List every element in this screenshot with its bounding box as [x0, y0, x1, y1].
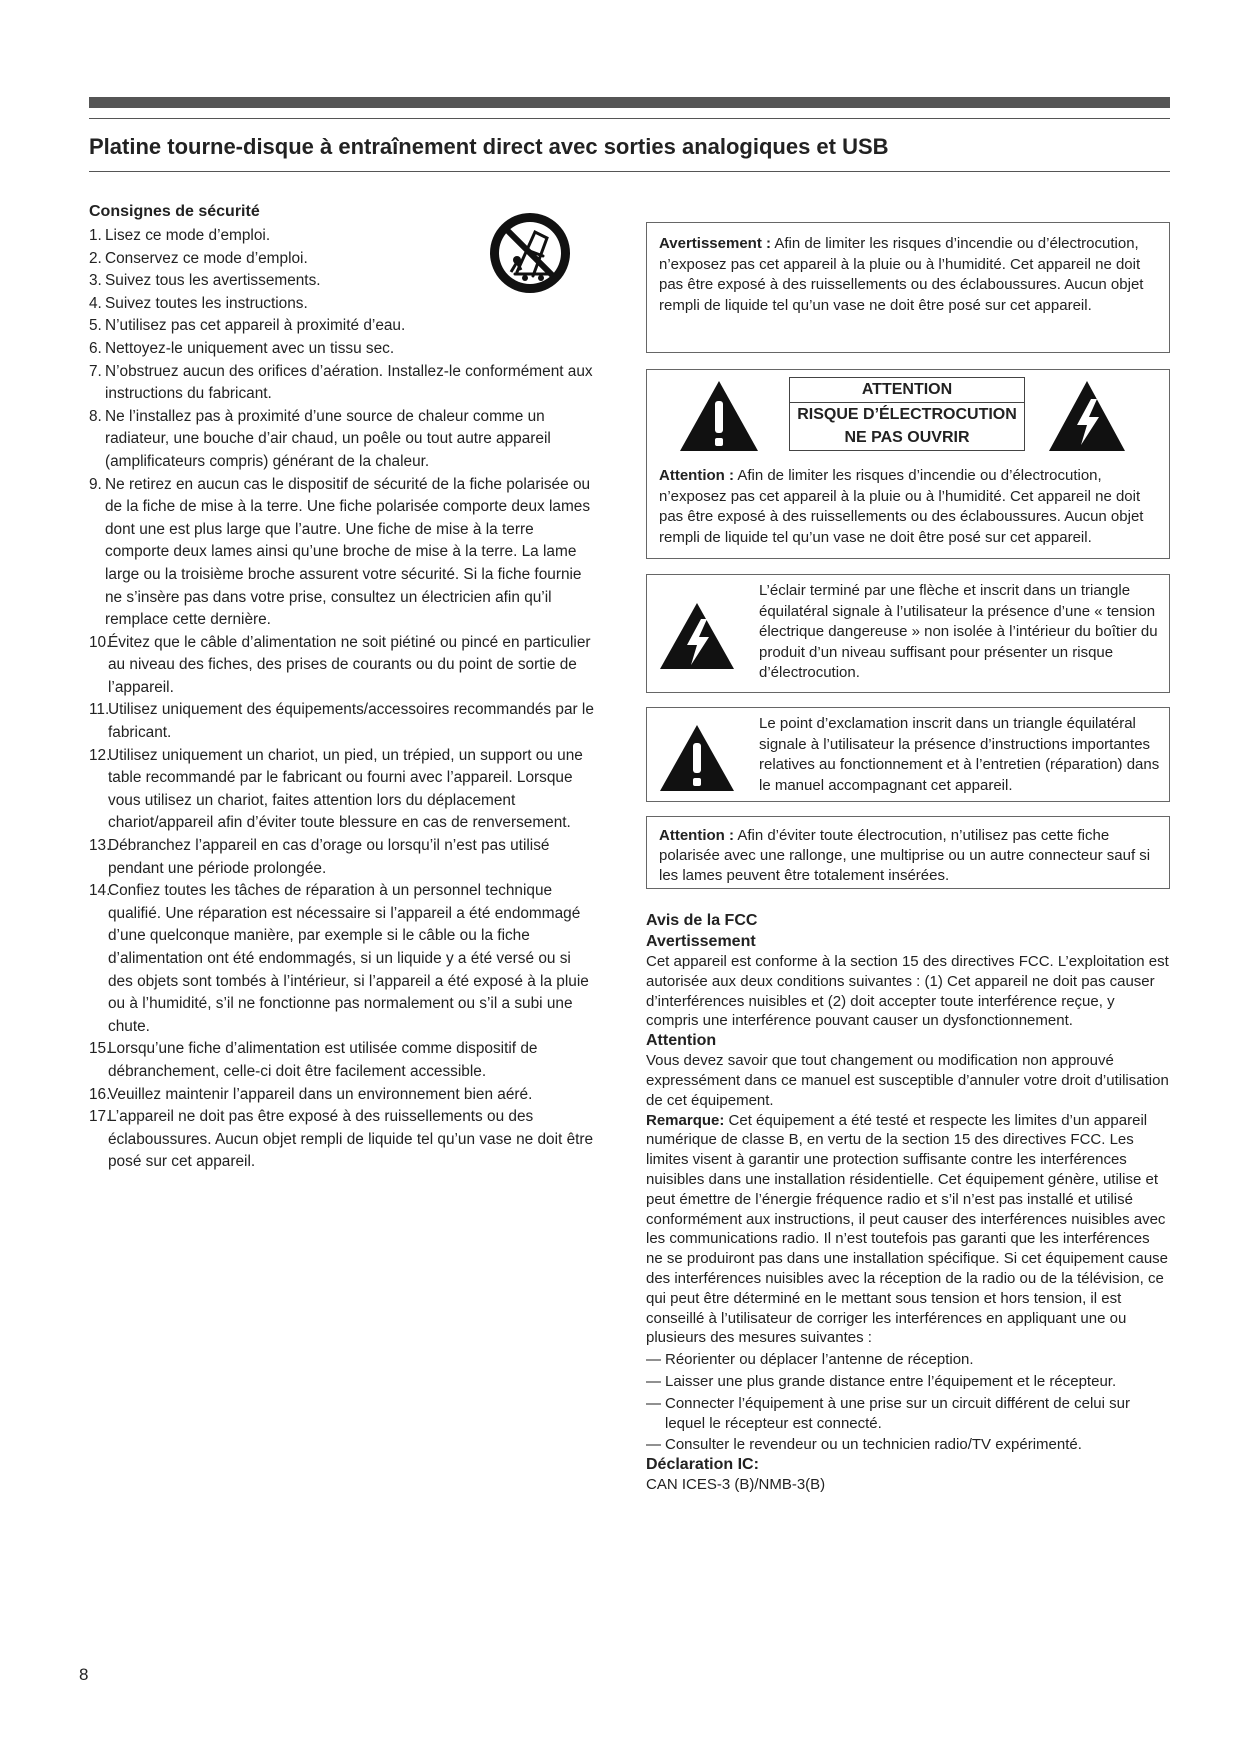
safety-list: [89, 225, 594, 1174]
plug-text: Afin d’éviter toute électrocution, n’utilisez pas cette fiche polarisée avec une rallonge, une multiprise ou un autre connecteur sauf si les lames peuvent être totalement insérées.: [659, 827, 1151, 884]
lightning-triangle-icon: [1047, 379, 1127, 453]
title-rule: [89, 171, 1170, 172]
exclamation-symbol-box: [646, 707, 1170, 802]
warnings-column: [646, 222, 1170, 889]
list-item: 7. N’obstruez aucun des orifices d’aération. Installez-le conformément aux instructions du fabricant.: [89, 362, 593, 403]
list-item: 9. Ne retirez en aucun cas le dispositif de sécurité de la fiche polarisée ou de la fiche de mise à la terre. Une fiche polarisée comporte deux lames dont une est plus large que l’autre. Une fiche de mise à la terre comporte deux lames ainsi qu’une broche de mise à la terre. La lame large ou la troisième broche assurent votre sécurité. Si la fiche fournie ne s’insère pas dans votre prise, consultez un électricien afin qu’il remplace cette dernière.: [89, 475, 591, 629]
list-item: — Connecter l’équipement à une prise sur un circuit différent de celui sur lequel le récepteur est connecté.: [646, 1394, 1130, 1432]
ic-heading: Déclaration IC:: [646, 1456, 759, 1474]
fcc-heading: Avis de la FCC: [646, 912, 758, 929]
panel-line-1: RISQUE D’ÉLECTROCUTION: [797, 406, 1017, 423]
plug-label: Attention :: [659, 827, 734, 844]
header-rule: [89, 118, 1170, 119]
list-item: 14. Confiez toutes les tâches de réparation à un personnel technique qualifié. Une réparation est nécessaire si l’appareil a été endommagé d’une quelconque manière, par exemple si le câble ou la fiche d’alimentation ont été endommagés, si un liquide y a été versé ou si des objets sont tombés à l’intérieur, si l’appareil a été exposé à la pluie ou à l’humidité, s’il ne fonctionne pas normalement ou s’il a subi une chute.: [89, 882, 589, 1035]
list-item: 12. Utilisez uniquement un chariot, un pied, un trépied, un support ou une table recommandé par le fabricant ou fourni avec l’appareil. Lorsque vous utilisez un chariot, faites attention lors du déplacement chariot/appareil afin d’éviter toute blessure en cas de renversement.: [89, 746, 583, 832]
list-item: 1. Lisez ce mode d’emploi.: [89, 227, 271, 244]
list-item: — Consulter le revendeur ou un technicien radio/TV expérimenté.: [646, 1436, 1082, 1454]
warning-label: Avertissement :: [659, 235, 771, 252]
lightning-triangle-icon: [658, 601, 736, 671]
warning-text: Afin de limiter les risques d’incendie ou d’électrocution, n’exposez pas cet appareil à la pluie ou à l’humidité. Cet appareil ne doit pas être exposé à des ruissellements ou des éclaboussures. Aucun objet rempli de liquide tel qu’un vase ne doit être posé sur cet appareil.: [659, 235, 1144, 314]
plug-warning-box: [646, 816, 1170, 889]
exclamation-triangle-icon: [658, 723, 736, 793]
safety-heading: Consignes de sécurité: [89, 203, 260, 220]
fcc-warning-text: Cet appareil est conforme à la section 15 des directives FCC. L’exploitation est autorisée aux deux conditions suivantes : (1) Cet appareil ne doit pas causer d’interférences nuisibles et (2) doit accepter toute interférence reçue, y compris une interférence pouvant causer un dysfonctionnement.: [646, 953, 1169, 1030]
warning-box: [646, 222, 1170, 353]
header-bar: [89, 97, 1170, 108]
fcc-note: Remarque: Cet équipement a été testé et respecte les limites d’un appareil numérique de classe B, en vertu de la section 15 des directives FCC. Les limites visent à garantir une protection suffisante contre les interférences nuisibles dans une installation résidentielle. Cet équipement génère, utilise et peut émettre de l’énergie fréquence radio et s’il n’est pas installé et utilisé conformément aux instructions, il peut causer des interférences nuisibles avec les communications radio. Il n’est toutefois pas garanti que les interférences ne se produiront pas dans une installation spécifique. Si cet équipement cause des interférences nuisibles avec la réception de la radio ou de la télévision, ce qui peut être déterminé en le mettant sous tension et hors tension, il est conseillé à l’utilisateur de corriger les interférences en appliquant une ou plusieurs des mesures suivantes :: [646, 1111, 1169, 1347]
list-item: 2. Conservez ce mode d’emploi.: [89, 249, 308, 267]
cart-tipover-warning-icon: [487, 210, 573, 296]
list-item: 16. Veuillez maintenir l’appareil dans un environnement bien aéré.: [89, 1085, 533, 1103]
fcc-attention-text: Vous devez savoir que tout changement ou modification non approuvé expressément dans ce manuel est susceptible d’annuler votre droit d’utilisation de cet équipement.: [646, 1052, 1169, 1109]
safety-section: [89, 203, 594, 1174]
lightning-symbol-box: [646, 574, 1170, 693]
list-item: 13. Débranchez l’appareil en cas d’orage ou lorsqu’il n’est pas utilisé pendant une période prolongée.: [89, 837, 550, 877]
list-item: 11. Utilisez uniquement des équipements/accessoires recommandés par le fabricant.: [89, 701, 594, 742]
list-item: 6. Nettoyez-le uniquement avec un tissu sec.: [89, 339, 395, 357]
list-item: 17. L’appareil ne doit pas être exposé à des ruissellements ou des éclaboussures. Aucun objet rempli de liquide tel qu’un vase ne doit être posé sur cet appareil.: [89, 1108, 594, 1171]
list-item: — Laisser une plus grande distance entre l’équipement et le récepteur.: [646, 1372, 1117, 1390]
list-item: 3. Suivez tous les avertissements.: [89, 272, 321, 290]
list-item: 4. Suivez toutes les instructions.: [89, 294, 308, 312]
list-item: 8. Ne l’installez pas à proximité d’une source de chaleur comme un radiateur, une bouche d’air chaud, un poêle ou tout autre appareil (amplificateurs compris) générant de la chaleur.: [89, 407, 551, 470]
note-label: Remarque:: [646, 1111, 725, 1129]
panel-line-2: NE PAS OUVRIR: [844, 429, 970, 446]
ic-text: CAN ICES-3 (B)/NMB-3(B): [646, 1476, 826, 1494]
caution-box: [646, 369, 1170, 559]
caution-text: Attention : Afin de limiter les risques d’incendie ou d’électrocution, n’exposez pas cet appareil à la pluie ou à l’humidité. Cet appareil ne doit pas être exposé à des ruissellements ou des éclaboussures. Aucun objet rempli de liquide tel qu’un vase ne doit être posé sur cet appareil.: [659, 467, 1144, 546]
exclamation-description: Le point d’exclamation inscrit dans un triangle équilatéral signale à l’utilisateur la présence d’instructions importantes relatives au fonctionnement et à l’entretien (réparation) dans le manuel accompagnant cet appareil.: [759, 715, 1160, 794]
panel-title: ATTENTION: [790, 378, 1024, 403]
caution-label: Attention :: [659, 467, 734, 484]
exclamation-triangle-icon: [678, 379, 760, 453]
list-item: 15. Lorsqu’une fiche d’alimentation est utilisée comme dispositif de débranchement, celle-ci doit être facilement accessible.: [89, 1040, 538, 1080]
list-item: 10. Évitez que le câble d’alimentation ne soit piétiné ou pincé en particulier au niveau des fiches, des prises de courants ou du point de sortie de l’appareil.: [89, 633, 591, 696]
fcc-attention-heading: Attention: [646, 1032, 717, 1050]
list-item: — Réorienter ou déplacer l’antenne de réception.: [646, 1351, 974, 1369]
fcc-section: [646, 910, 1170, 1495]
shock-warning-panel: [789, 377, 1025, 451]
page-title: Platine tourne-disque à entraînement direct avec sorties analogiques et USB: [89, 134, 889, 159]
fcc-warning-heading: Avertissement: [646, 933, 756, 950]
page-number: 8: [79, 1665, 89, 1684]
lightning-description: L’éclair terminé par une flèche et inscrit dans un triangle équilatéral signale à l’utilisateur la présence d’une « tension électrique dangereuse » non isolée à l’intérieur du boîtier du produit d’un niveau suffisant pour présenter un risque d’électrocution.: [759, 582, 1158, 681]
list-item: 5. N’utilisez pas cet appareil à proximité d’eau.: [89, 317, 406, 335]
